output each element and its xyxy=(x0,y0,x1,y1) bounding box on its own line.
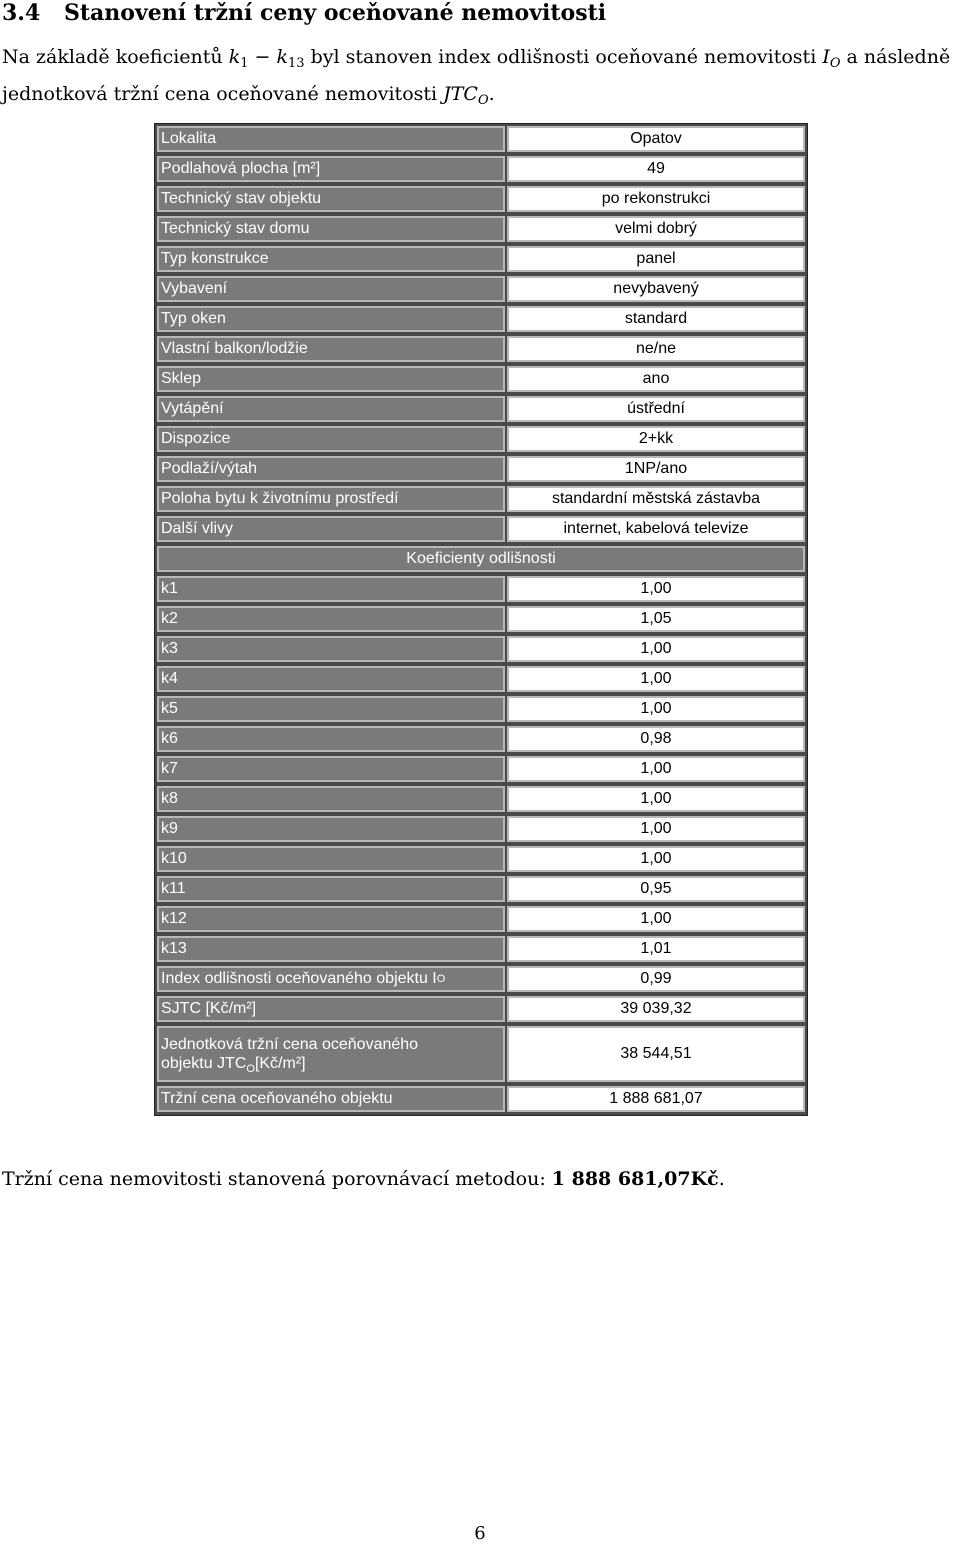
coefficient-label: k12 xyxy=(157,906,505,932)
coefficient-label: k2 xyxy=(157,606,505,632)
property-label: Dispozice xyxy=(157,426,505,452)
k-symbol: k xyxy=(276,46,288,68)
intro-paragraph xyxy=(2,42,960,116)
property-label: Podlaží/výtah xyxy=(157,456,505,482)
coefficient-value: 1,05 xyxy=(507,606,805,632)
coefficient-label: k4 xyxy=(157,666,505,692)
property-value: ano xyxy=(507,366,805,392)
page-number: 6 xyxy=(474,1523,486,1544)
property-value: 1NP/ano xyxy=(507,456,805,482)
valuation-table xyxy=(154,123,808,1116)
property-label: Další vlivy xyxy=(157,516,505,542)
intro-text: byl stanoven index odlišnosti oceňované nemovitosti xyxy=(304,46,823,68)
o-subscript: O xyxy=(829,56,841,71)
property-value: Opatov xyxy=(507,126,805,152)
sjtc-label: SJTC [Kč/m²] xyxy=(157,996,505,1022)
index-label xyxy=(157,966,505,992)
conclusion-text: Tržní cena nemovitosti stanovená porovnávací metodou: xyxy=(2,1168,552,1190)
property-label: Poloha bytu k životnímu prostředí xyxy=(157,486,505,512)
conclusion-amount: 1 888 681,07Kč xyxy=(551,1168,719,1190)
k-subscript-1: 1 xyxy=(240,56,249,71)
property-value: standard xyxy=(507,306,805,332)
property-label: Podlahová plocha [m²] xyxy=(157,156,505,182)
conclusion xyxy=(2,1168,725,1190)
o-subscript: O xyxy=(477,93,489,108)
property-label: Vybavení xyxy=(157,276,505,302)
coefficient-value: 1,00 xyxy=(507,846,805,872)
property-value: velmi dobrý xyxy=(507,216,805,242)
property-label: Typ konstrukce xyxy=(157,246,505,272)
coefficient-value: 1,00 xyxy=(507,786,805,812)
coefficient-label: k6 xyxy=(157,726,505,752)
k-subscript-13: 13 xyxy=(288,56,305,71)
jtc-label-text: objektu JTC xyxy=(161,1055,247,1072)
property-label: Technický stav domu xyxy=(157,216,505,242)
section-title: Stanovení tržní ceny oceňované nemovitosti xyxy=(64,0,607,26)
coefficient-value: 1,00 xyxy=(507,756,805,782)
jtc-subscript: O xyxy=(246,1063,255,1075)
coefficient-label: k8 xyxy=(157,786,505,812)
intro-text: Na základě koeficientů xyxy=(2,46,229,68)
jtc-label xyxy=(157,1026,505,1082)
coefficient-value: 0,98 xyxy=(507,726,805,752)
coefficient-value: 1,01 xyxy=(507,936,805,962)
property-label: Typ oken xyxy=(157,306,505,332)
coefficient-label: k3 xyxy=(157,636,505,662)
intro-text: . xyxy=(488,83,495,105)
property-value: nevybavený xyxy=(507,276,805,302)
coefficient-value: 0,95 xyxy=(507,876,805,902)
property-value: standardní městská zástavba xyxy=(507,486,805,512)
coefficient-label: k10 xyxy=(157,846,505,872)
coefficient-label: k5 xyxy=(157,696,505,722)
index-subscript: O xyxy=(436,973,446,985)
conclusion-end: . xyxy=(718,1168,725,1190)
coefficient-label: k1 xyxy=(157,576,505,602)
coefficient-value: 1,00 xyxy=(507,666,805,692)
coefficient-value: 1,00 xyxy=(507,636,805,662)
property-value: internet, kabelová televize xyxy=(507,516,805,542)
property-label: Lokalita xyxy=(157,126,505,152)
coefficient-value: 1,00 xyxy=(507,906,805,932)
property-value: ústřední xyxy=(507,396,805,422)
coefficient-value: 1,00 xyxy=(507,816,805,842)
range-dash: − xyxy=(248,46,277,68)
coefficient-label: k7 xyxy=(157,756,505,782)
i-symbol: I xyxy=(822,46,830,68)
coefficient-value: 1,00 xyxy=(507,576,805,602)
index-value: 0,99 xyxy=(507,966,805,992)
coefficient-label: k9 xyxy=(157,816,505,842)
coefficient-label: k11 xyxy=(157,876,505,902)
property-label: Technický stav objektu xyxy=(157,186,505,212)
property-value: po rekonstrukci xyxy=(507,186,805,212)
property-value: panel xyxy=(507,246,805,272)
intro-text: a následně jednotková tržní cena oceňované nemovitosti xyxy=(2,46,951,105)
total-value: 1 888 681,07 xyxy=(507,1086,805,1112)
index-label-text: Index odlišnosti oceňovaného objektu I xyxy=(161,970,437,987)
total-label: Tržní cena oceňovaného objektu xyxy=(157,1086,505,1112)
jtc-label-line2 xyxy=(161,1054,503,1079)
section-heading xyxy=(2,0,606,26)
sjtc-value: 39 039,32 xyxy=(507,996,805,1022)
property-value: ne/ne xyxy=(507,336,805,362)
property-value: 49 xyxy=(507,156,805,182)
coefficient-label: k13 xyxy=(157,936,505,962)
section-number: 3.4 xyxy=(2,0,41,26)
property-label: Vlastní balkon/lodžie xyxy=(157,336,505,362)
jtc-value: 38 544,51 xyxy=(507,1026,805,1082)
jtc-symbol: JTC xyxy=(443,83,478,105)
coefficient-value: 1,00 xyxy=(507,696,805,722)
property-label: Vytápění xyxy=(157,396,505,422)
property-value: 2+kk xyxy=(507,426,805,452)
section-header-koeficienty: Koeficienty odlišnosti xyxy=(157,546,805,572)
jtc-unit: [Kč/m²] xyxy=(254,1055,306,1072)
k-symbol: k xyxy=(228,46,241,68)
property-label: Sklep xyxy=(157,366,505,392)
jtc-label-line1: Jednotková tržní cena oceňovaného xyxy=(161,1036,419,1053)
